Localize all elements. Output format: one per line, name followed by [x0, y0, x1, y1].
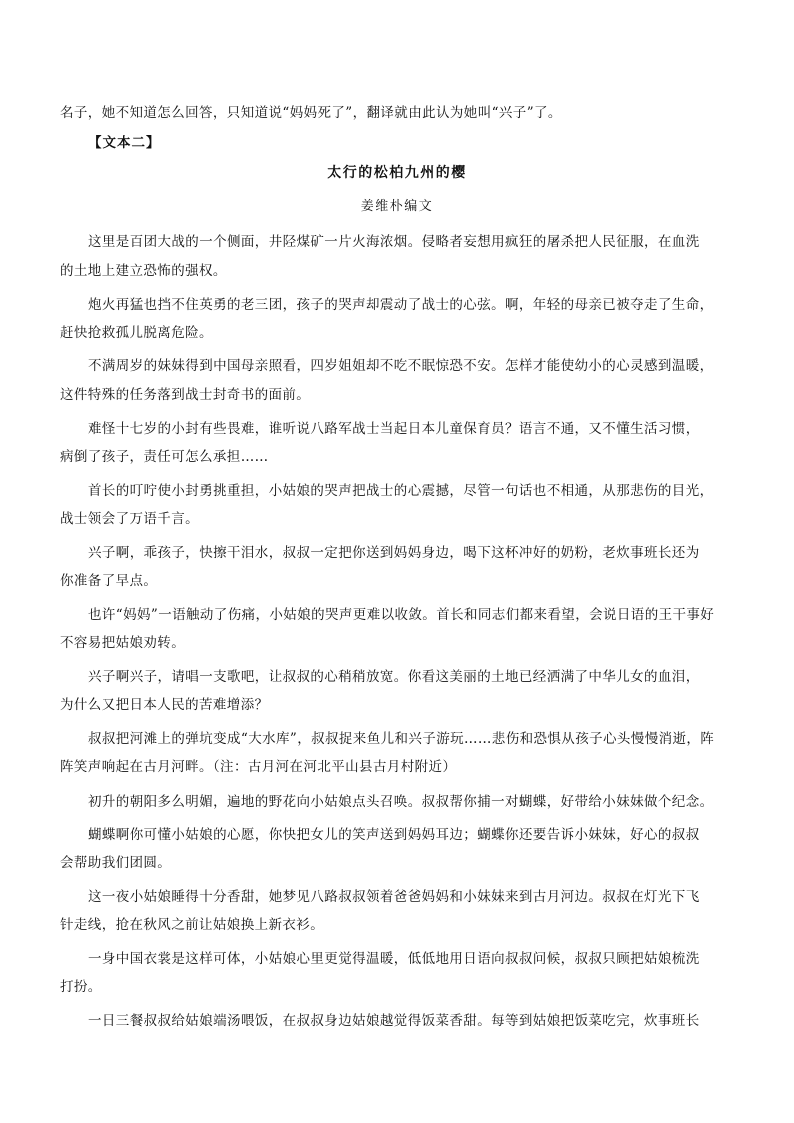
- paragraph-line: 为什么又把日本人民的苦难增添？: [60, 697, 269, 713]
- intro-line: 名子，她不知道怎么回答，只知道说“妈妈死了”，翻译就由此认为她叫“兴子”了。: [60, 105, 562, 121]
- article-title: 太行的松柏九州的樱: [327, 165, 467, 181]
- paragraph-line: 兴子啊兴子，请唱一支歌吧，让叔叔的心稍稍放宽。你看这美丽的土地已经洒满了中华儿女的血泪，: [88, 669, 700, 685]
- paragraph-line: 你准备了早点。: [60, 573, 158, 589]
- paragraph-line: 赶快抢救孤儿脱离危险。: [60, 325, 213, 341]
- paragraph-line: 的土地上建立恐怖的强权。: [60, 263, 227, 279]
- paragraph-line: 病倒了孩子，责任可怎么承担……: [60, 449, 269, 465]
- paragraph-line: 针走线，抢在秋风之前让姑娘换上新衣衫。: [60, 917, 325, 933]
- paragraph-line: 不满周岁的妹妹得到中国母亲照看，四岁姐姐却不吃不眠惊恐不安。怎样才能使幼小的心灵感到温暖，: [88, 358, 714, 374]
- paragraph-line: 难怪十七岁的小封有些畏难，谁听说八路军战士当起日本儿童保育员？语言不通，又不懂生活习惯，: [88, 421, 700, 437]
- paragraph-line: 一身中国衣裳是这样可体，小姑娘心里更觉得温暖，低低地用日语向叔叔问候，叔叔只顾把姑娘梳洗: [88, 951, 700, 967]
- paragraph-line: 会帮助我们团圆。: [60, 855, 172, 871]
- section-label: 【文本二】: [88, 135, 161, 151]
- paragraph-line: 兴子啊，乖孩子，快擦干泪水，叔叔一定把你送到妈妈身边，喝下这杯冲好的奶粉，老炊事班长还为: [88, 545, 700, 561]
- paragraph-line: 也许“妈妈”一语触动了伤痛，小姑娘的哭声更难以收敛。首长和同志们都来看望，会说日语的王干事好: [88, 607, 715, 623]
- paragraph-line: 初升的朝阳多么明媚，遍地的野花向小姑娘点头召唤。叔叔帮你捕一对蝴蝶，好带给小妹妹做个纪念。: [88, 794, 714, 810]
- paragraph-line: 叔叔把河滩上的弹坑变成“大水库”，叔叔捉来鱼儿和兴子游玩……悲伤和恐惧从孩子心头慢慢消逝，阵: [88, 731, 715, 747]
- paragraph-line: 这件特殊的任务落到战士封奇书的面前。: [60, 387, 311, 403]
- paragraph-line: 首长的叮咛使小封勇挑重担，小姑娘的哭声把战士的心震撼，尽管一句话也不相通，从那悲伤的目光，: [88, 483, 714, 499]
- paragraph-line: 这里是百团大战的一个侧面，井陉煤矿一片火海浓烟。侵略者妄想用疯狂的屠杀把人民征服，在血洗: [88, 234, 700, 250]
- paragraph-line: 蝴蝶啊你可懂小姑娘的心愿，你快把女儿的笑声送到妈妈耳边；蝴蝶你还要告诉小妹妹，好心的叔叔: [88, 827, 700, 843]
- article-author: 姜维朴编文: [360, 199, 434, 214]
- paragraph-line: 战士领会了万语千言。: [60, 511, 199, 527]
- paragraph-line: 不容易把姑娘劝转。: [60, 635, 186, 651]
- paragraph-line: 打扮。: [60, 979, 102, 995]
- paragraph-line: 阵笑声响起在古月河畔。（注：古月河在河北平山县古月村附近）: [60, 759, 457, 775]
- paragraph-line: 这一夜小姑娘睡得十分香甜，她梦见八路叔叔领着爸爸妈妈和小妹妹来到古月河边。叔叔在灯光下飞: [88, 889, 700, 905]
- paragraph-line: 一日三餐叔叔给姑娘端汤喂饭，在叔叔身边姑娘越觉得饭菜香甜。每等到姑娘把饭菜吃完，炊事班长: [88, 1013, 700, 1029]
- paragraph-line: 炮火再猛也挡不住英勇的老三团，孩子的哭声却震动了战士的心弦。啊，年轻的母亲已被夺走了生命，: [88, 297, 714, 313]
